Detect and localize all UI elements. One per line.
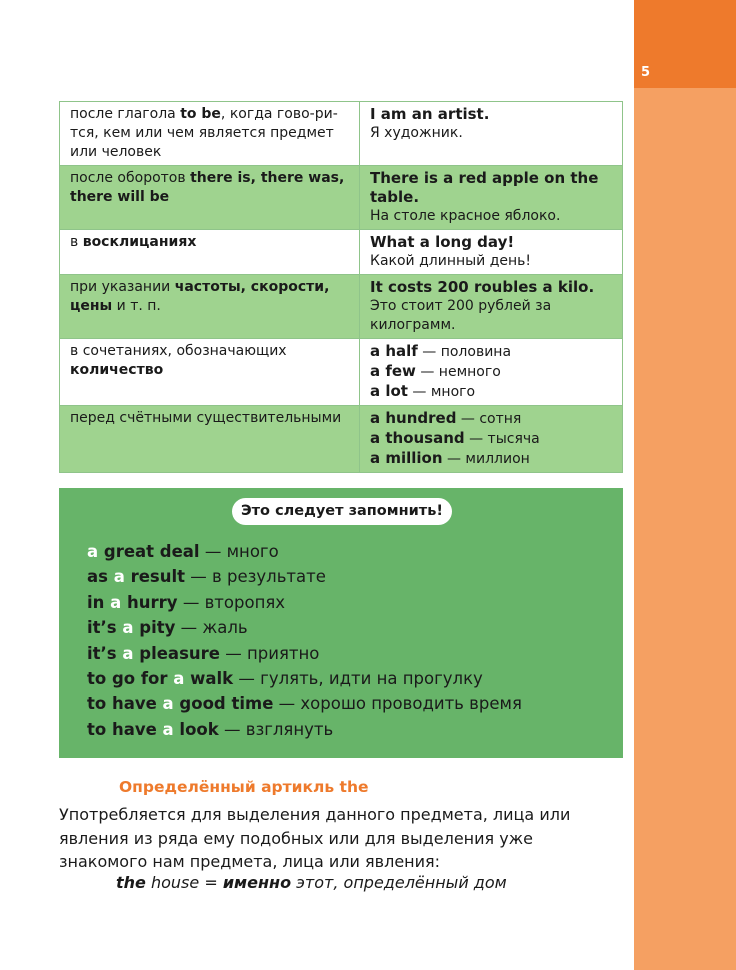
example-rest: этот, определённый дом (291, 873, 507, 892)
phrase-post: great deal (98, 542, 200, 561)
usage-cell (60, 230, 360, 275)
word-russian: — тысяча (464, 431, 540, 447)
phrase-post: pity (133, 618, 176, 638)
phrase-list (87, 539, 522, 742)
phrase-pre: in (87, 592, 111, 612)
phrase-item (87, 539, 522, 564)
section-paragraph: Употребляется для выделения данного предмета, лица или явления из ряда ему подобных или для выделения уже знакомого нам предмета, лица или явления: (59, 805, 571, 871)
word-russian: — много (407, 384, 476, 400)
russian-translation: На столе красное яблоко. (370, 208, 561, 224)
example-line (116, 873, 507, 892)
word-english: a thousand (370, 429, 465, 447)
usage-text (70, 170, 344, 205)
usage-segment: при указании (70, 279, 175, 295)
word-english: a million (370, 449, 443, 467)
usage-keyword: восклицаниях (82, 234, 197, 250)
word-english: a hundred (370, 409, 457, 427)
word-russian: — миллион (442, 451, 530, 467)
phrase-translation: — жаль (175, 618, 248, 638)
phrase-pre: it’s (87, 643, 123, 663)
usage-segment: , когда гово-рится, кем или чем является предмет или человек (70, 106, 338, 160)
phrase-item (87, 564, 522, 589)
phrase-article: a (173, 669, 185, 689)
usage-segment: перед счётными существительными (70, 410, 342, 426)
phrase-post: look (173, 719, 219, 739)
table-row (60, 230, 623, 275)
phrase-article: a (113, 567, 125, 587)
english-example: It costs 200 roubles a kilo. (370, 278, 595, 296)
phrase-article: a (122, 643, 134, 663)
russian-translation: Я художник. (370, 125, 463, 141)
example-cell (360, 230, 623, 275)
usage-segment: после глагола (70, 106, 181, 122)
word-pair (370, 429, 612, 449)
usage-text (70, 234, 196, 250)
usage-text (70, 410, 341, 426)
english-example: There is a red apple on the table. (370, 169, 599, 206)
usage-text (70, 279, 329, 314)
phrase-translation: — много (199, 542, 279, 561)
side-tab (634, 88, 736, 970)
phrase-article: a (87, 542, 99, 561)
usage-segment: в (70, 234, 83, 250)
example-the: the (116, 873, 146, 892)
word-english: a lot (370, 382, 408, 400)
phrase-post: hurry (121, 592, 178, 612)
usage-cell (60, 166, 360, 230)
phrase-translation: — в результате (185, 567, 326, 587)
phrase-translation: — хорошо проводить время (273, 694, 522, 714)
page-number: 5 (641, 65, 651, 80)
phrase-post: good time (173, 694, 274, 714)
usage-text (70, 106, 338, 160)
usage-text (70, 343, 287, 378)
english-example: What a long day! (370, 233, 515, 251)
usage-cell (60, 339, 360, 406)
table-row (60, 166, 623, 230)
phrase-translation: — второпях (177, 592, 286, 612)
usage-table (59, 101, 623, 473)
usage-keyword: to be (180, 106, 221, 122)
phrase-post: pleasure (133, 643, 220, 663)
table-row (60, 339, 623, 406)
table-row (60, 406, 623, 473)
phrase-pre: as (87, 567, 114, 587)
phrase-item (87, 615, 522, 640)
word-pair (370, 342, 612, 362)
word-pair (370, 409, 612, 429)
usage-cell (60, 275, 360, 339)
phrase-article: a (162, 694, 174, 714)
phrase-article: a (122, 618, 134, 638)
section-heading: Определённый артикль the (119, 778, 369, 796)
word-russian: — немного (415, 364, 501, 380)
phrase-pre: it’s (87, 618, 123, 638)
phrase-pre: to have (87, 719, 163, 739)
word-pair (370, 362, 612, 382)
word-english: a few (370, 362, 416, 380)
usage-segment: и т. п. (112, 298, 161, 314)
word-pair (370, 449, 612, 469)
phrase-translation: — взглянуть (218, 719, 334, 739)
word-russian: — половина (417, 344, 512, 360)
word-english: a half (370, 342, 418, 360)
example-imenno: именно (222, 873, 292, 892)
phrase-article: a (110, 592, 122, 612)
example-cell (360, 166, 623, 230)
word-pair (370, 382, 612, 402)
table-row (60, 102, 623, 166)
usage-keyword: there is, there was, there will be (70, 170, 345, 205)
phrase-item (87, 691, 522, 716)
russian-translation: Какой длинный день! (370, 253, 532, 269)
phrase-item (87, 641, 522, 666)
usage-segment: после оборотов (70, 170, 191, 186)
usage-cell (60, 102, 360, 166)
phrase-pre: to go for (87, 669, 174, 689)
example-house: house = (145, 873, 223, 892)
example-cell (360, 102, 623, 166)
usage-segment: в сочетаниях, обозначающих (70, 343, 287, 359)
phrase-item (87, 717, 522, 742)
english-example: I am an artist. (370, 105, 490, 123)
phrase-translation: — гулять, идти на прогулку (233, 669, 483, 689)
usage-cell (60, 406, 360, 473)
phrase-post: result (124, 567, 186, 587)
phrase-post: walk (184, 669, 234, 689)
example-cell (360, 406, 623, 473)
usage-keyword: количество (70, 362, 164, 378)
usage-keyword: частоты, скорости, цены (70, 279, 330, 314)
phrase-item (87, 666, 522, 691)
reminder-title: Это следует запомнить! (232, 498, 452, 525)
example-cell (360, 275, 623, 339)
phrase-translation: — приятно (219, 643, 320, 663)
phrase-item (87, 590, 522, 615)
example-cell (360, 339, 623, 406)
table-row (60, 275, 623, 339)
phrase-pre: to have (87, 694, 163, 714)
phrase-article: a (162, 719, 174, 739)
russian-translation: Это стоит 200 рублей за килограмм. (370, 298, 552, 333)
word-russian: — сотня (456, 411, 522, 427)
